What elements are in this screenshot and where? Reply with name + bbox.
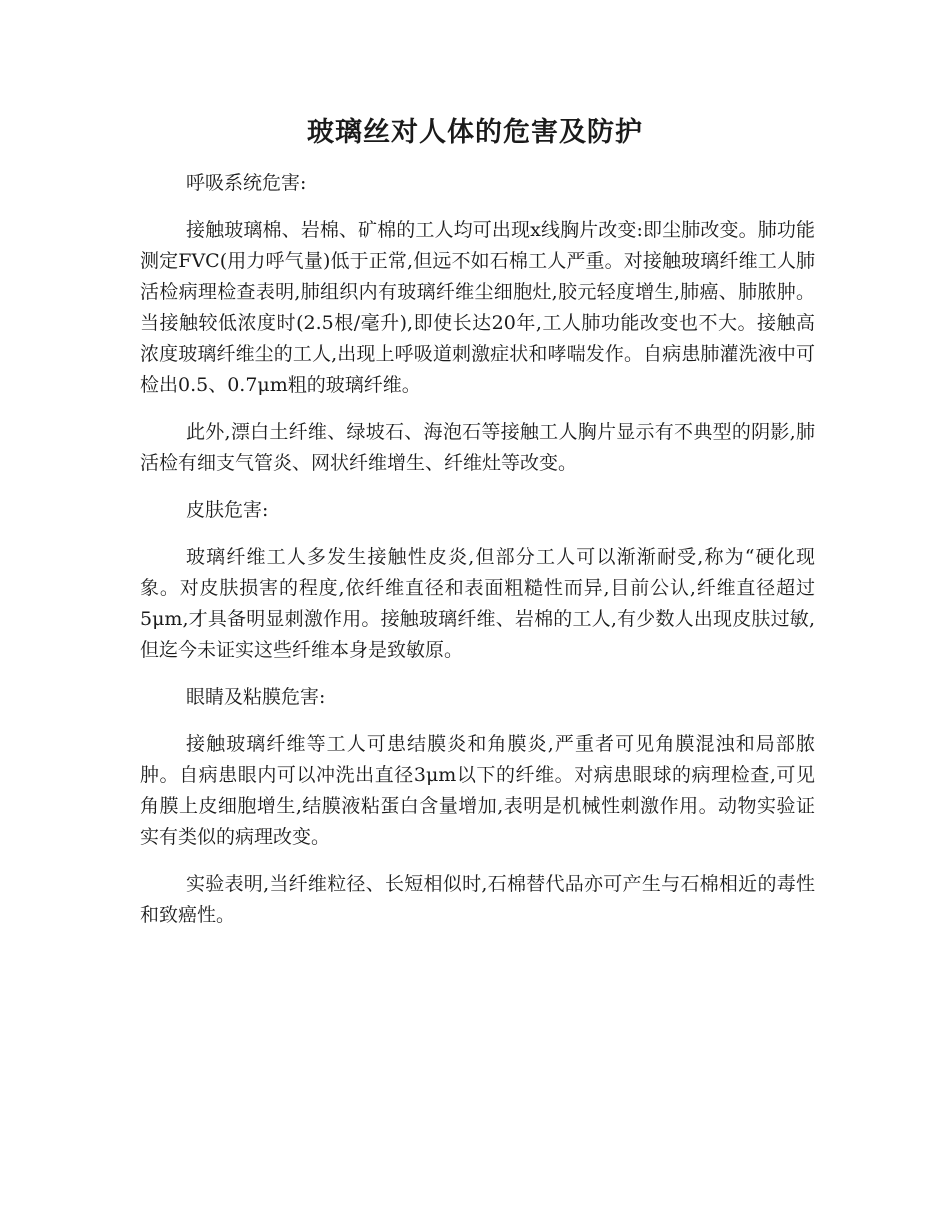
document-body: [140, 168, 815, 947]
paragraph: 接触玻璃纤维等工人可患结膜炎和角膜炎,严重者可见角膜混浊和局部脓肿。自病患眼内可以冲洗出直径3μm以下的纤维。对病患眼球的病理检查,可见角膜上皮细胞增生,结膜液粘蛋白含量增加,表明是机械性刺激作用。动物实验证实有类似的病理改变。: [140, 733, 815, 848]
paragraph: 接触玻璃棉、岩棉、矿棉的工人均可出现x线胸片改变:即尘肺改变。肺功能测定FVC(用力呼气量)低于正常,但远不如石棉工人严重。对接触玻璃纤维工人肺活检病理检查表明,肺组织内有玻璃纤维尘细胞灶,胶元轻度增生,肺癌、肺脓肿。当接触较低浓度时(2.5根/毫升),即使长达20年,工人肺功能改变也不大。接触高浓度玻璃纤维尘的工人,出现上呼吸道刺激症状和哮喘发作。自病患肺灌洗液中可检出0.5、0.7μm粗的玻璃纤维。: [140, 219, 815, 396]
section-heading-respiratory: 呼吸系统危害:: [186, 172, 307, 194]
paragraph: 玻璃纤维工人多发生接触性皮炎,但部分工人可以渐渐耐受,称为“硬化现象。对皮肤损害的程度,依纤维直径和表面粗糙性而异,目前公认,纤维直径超过5μm,才具备明显刺激作用。接触玻璃纤维、岩棉的工人,有少数人出现皮肤过敏,但迄今未证实这些纤维本身是致敏原。: [140, 546, 815, 661]
document-title: 玻璃丝对人体的危害及防护: [307, 117, 643, 148]
paragraph: 实验表明,当纤维粒径、长短相似时,石棉替代品亦可产生与石棉相近的毒性和致癌性。: [140, 873, 815, 926]
section-heading-skin: 皮肤危害:: [186, 499, 269, 521]
paragraph: 此外,漂白土纤维、绿坡石、海泡石等接触工人胸片显示有不典型的阴影,肺活检有细支气管炎、网状纤维增生、纤维灶等改变。: [140, 421, 815, 474]
section-heading-eyes: 眼睛及粘膜危害:: [186, 686, 326, 708]
